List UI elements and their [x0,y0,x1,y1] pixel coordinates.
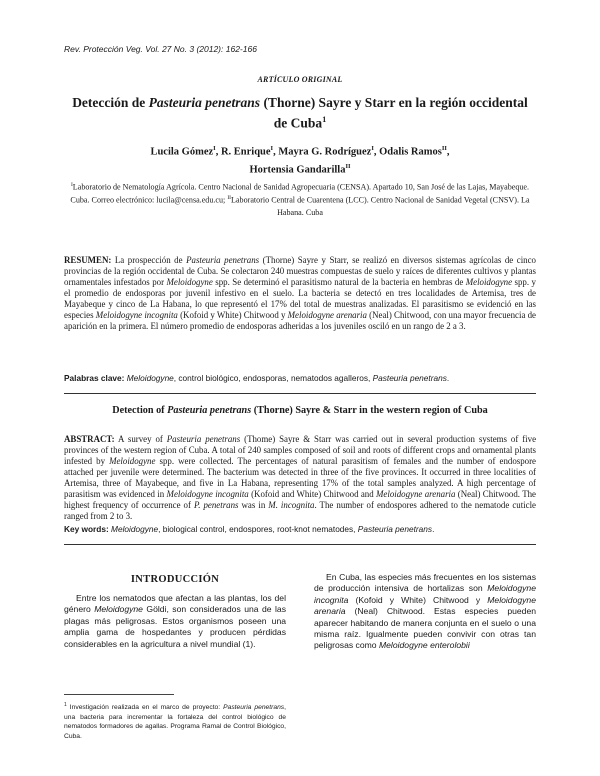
text-run: (Kofoid y White) Chitwood y [348,594,488,605]
intro-paragraph-2 [314,572,536,652]
italic-run: Pasteuria penetrans [372,373,447,383]
section-divider [64,544,536,545]
author-separator: , [373,146,380,158]
author: Odalis Ramos [379,146,442,158]
english-title [64,405,536,416]
keywords-es [64,373,536,384]
text-run: (Thorne) Sayre y Starr, se realizó en diversos sistemas agrícolas de cinco provincias de la región occidental de Cuba. Se colectaron 240 muestras compuestas de suelo y raíces de diferentes cultivos y plantas ornamentales infestados por [64,255,536,287]
title-species: Pasteuria penetrans [148,95,261,110]
intro-paragraph-1 [64,593,286,650]
author-affiliation-mark: II [345,162,351,170]
resumen-paragraph [64,255,536,332]
author-affiliation-mark: I [213,145,216,152]
text-run: , biological control, endospores, root-knot nematodes, [158,524,358,534]
italic-run: Meloidogyne arenaria [314,594,536,617]
affiliation-mark: I [70,182,73,188]
section-divider [64,393,536,394]
author: Hortensia Gandarilla [249,164,346,175]
italic-run: M. incognita [268,500,315,510]
author-affiliation-mark: I [371,145,374,152]
text-run: (Neal) Chitwood. Estas especies pueden aparecer habitando de manera conjunta en el suelo o una misma raíz. Igualmente pueden convivir con otras tan peligrosas como [314,606,536,651]
italic-run: Pasteuria penetrans [186,255,260,265]
resumen-label: RESUMEN: [64,255,112,265]
italic-run: Pasteuria penetrans [357,524,433,534]
author-affiliation-mark: II [441,145,447,152]
italic-run: P. penetrans [193,500,239,510]
text-run: (Neal) Chitwood, con una mayor frecuencia de aparición en la primera. El número promedio de endosporas adheridas a los juveniles osciló en un rango de 2 a 3. [64,310,536,331]
italic-run: Meloidogyne incognita [166,489,249,499]
italic-run: Meloidogyne [126,373,174,383]
keywords-label: Key words: [64,524,109,534]
affiliations [64,180,536,219]
left-column [64,572,286,650]
author-separator: , [215,146,221,158]
text-run: , control biológico, endosporas, nematodos agalleros, [173,373,373,383]
footnote-divider [64,694,174,695]
author-list [80,142,520,177]
article-type: ARTÍCULO ORIGINAL [257,75,343,84]
italic-run: Meloidogyne [166,277,213,287]
affiliation-mark: II [227,195,231,202]
affiliation-text: Laboratorio Central de Cuarentena (LCC). Centro Nacional de Sanidad Vegetal (CNSV). La Habana. Cuba [231,196,530,217]
author: R. Enrique [220,146,271,158]
abstract-label: ABSTRACT: [64,434,115,444]
text-run: En Cuba, las especies más frecuentes en los sistemas de producción intensiva de hortalizas son [314,572,536,594]
italic-run: Meloidogyne [111,524,159,534]
footnote-mark: 1 [64,702,67,708]
author-separator: , [273,146,279,158]
text-run: La prospección de [111,255,187,265]
author: Lucila Gómez [150,146,214,158]
italic-run: Pasteuria penetrans [166,434,241,444]
italic-run: Meloidogyne [465,277,513,287]
text-run: spp. were collected. The percentages of natural parasitism of females and the number of endospore attached per juvenile were determined. The bacterium was detected in three of the five provinces. It occurred in three localities of Artemisa, three of Mayabeque, and five in La Habana, representing 17% of the total samples analyzed. A high percentage of parasitism was evidenced in [64,456,536,499]
text-run: (Kofoid y White) Chitwood y [177,310,288,320]
title-part: (Thorne) Sayre y Starr en la región occidental de Cuba [260,95,528,131]
text-run: (Neal) Chitwood. The highest frequency of occurrence of [64,489,536,510]
italic-run: Meloidogyne [94,604,143,615]
italic-run: Meloidogyne incognita [314,583,536,605]
text-run: , una bacteria para incrementar la fortaleza del control biológico de nematodos formadores de agallas. Programa Ramal de Control Biológico, Cuba. [64,704,286,741]
paper-title [70,94,530,132]
italic-run: Meloidogyne arenaria [287,310,367,320]
text-run: spp. y el promedio de endosporas por juvenil infestivo en el suelo. La bacteria se detectó en tres localidades de Artemisa, tres de Mayabeque y cinco de La Habana, lo que representó el 17% del total de muestras analizadas. El parasitismo se evidenció en las especies [64,277,536,320]
text-run: A survey of [114,434,167,444]
text-run: Entre los nematodos que afectan a las plantas, los del género [64,593,286,615]
text-run: (Kofoid and White) Chitwood and [248,489,377,499]
text-run: . [446,373,450,383]
text-run: Investigación realizada en el marco de proyecto: [66,704,224,712]
italic-run: Meloidogyne arenaria [376,489,456,499]
title-footnote-mark: 1 [322,115,327,124]
abstract-paragraph [64,434,536,522]
author-separator: , [446,146,450,158]
keywords-label: Palabras clave: [64,373,125,383]
title-part: Detection of [112,405,168,416]
text-run: Göldi, son considerados una de las plagas más peligrosas. Estos organismos poseen una amplia gama de hospedantes y producen pérdidas considerables en la agricultura a nivel mundial (1). [64,604,286,649]
footnote [64,701,286,742]
italic-run: Meloidogyne incognita [95,310,178,320]
author: Mayra G. Rodríguez [278,146,372,158]
text-run: . [432,524,435,534]
intro-heading: INTRODUCCIÓN [130,574,220,585]
journal-citation: Rev. Protección Veg. Vol. 27 No. 3 (2012): 162-166 [64,44,257,54]
title-part: (Thorne) Sayre & Starr in the western region of Cuba [251,405,488,416]
keywords-en [64,524,536,535]
italic-run: Pasteuria penetrans [223,704,285,712]
italic-run: Meloidogyne [109,456,156,466]
affiliation-text: Laboratorio de Nematología Agrícola. Centro Nacional de Sanidad Agropecuaria (CENSA). Apartado 10, San José de las Lajas, Mayabeque. Cuba. Correo electrónico: lucila@censa.edu.cu; [70,182,530,206]
text-run: was in [238,500,269,510]
right-column [314,572,536,652]
author-affiliation-mark: I [270,145,274,152]
text-run: spp. Se determinó el parasitismo natural de la bacteria en hembras de [212,277,466,287]
text-run: (Thome) Sayre & Starr was carried out in several production systems of five provinces of the western region of Cuba. A total of 240 samples composed of soil and roots of different crops and ornamental plants infested by [64,434,537,466]
title-species: Pasteuria penetrans [167,405,252,416]
text-run: . The number of endospores adhered to the nematode cuticle ranged from 2 to 3. [64,500,536,521]
title-part: Detección de [72,95,149,110]
italic-run: Meloidogyne enterolobii [378,640,470,651]
